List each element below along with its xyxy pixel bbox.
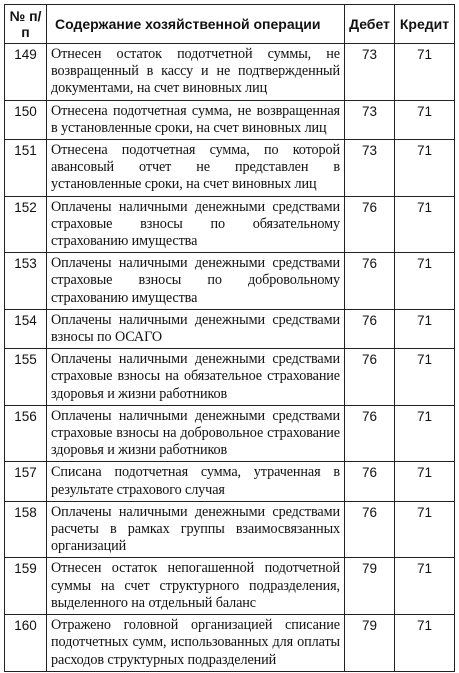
row-description: Оплачены наличными денежными средствами страховые взносы на добровольное страхование здоровья и жизни работников <box>47 405 345 462</box>
row-credit: 71 <box>395 140 455 197</box>
row-description: Отнесен остаток непогашенной подотчетной суммы на счет структурного подразделения, выделенного на отдельный баланс <box>47 558 345 615</box>
row-credit: 71 <box>395 558 455 615</box>
row-debit: 76 <box>345 253 395 310</box>
header-debit: Дебет <box>345 5 395 44</box>
row-debit: 76 <box>345 196 395 253</box>
row-credit: 71 <box>395 349 455 406</box>
row-description: Отнесена подотчетная сумма, по которой авансовый отчет не представлен в установленные сроки, на счет виновных лиц <box>47 140 345 197</box>
row-credit: 71 <box>395 615 455 672</box>
row-description: Оплачены наличными денежными средствами взносы по ОСАГО <box>47 309 345 348</box>
row-description: Отнесен остаток подотчетной суммы, не возвращенный в кассу и не подтвержденный документами, на счет виновных лиц <box>47 44 345 101</box>
row-number: 157 <box>5 462 47 501</box>
row-description: Оплачены наличными денежными средствами расчеты в рамках группы взаимосвязанных организаций <box>47 501 345 558</box>
row-debit: 76 <box>345 501 395 558</box>
row-description: Оплачены наличными денежными средствами страховые взносы по обязательному страхованию имущества <box>47 196 345 253</box>
row-credit: 71 <box>395 309 455 348</box>
row-debit: 73 <box>345 100 395 139</box>
table-row <box>5 349 455 406</box>
row-description: Списана подотчетная сумма, утраченная в результате страхового случая <box>47 462 345 501</box>
row-description: Отнесена подотчетная сумма, не возвращенная в установленные сроки, на счет виновных лиц <box>47 100 345 139</box>
row-debit: 76 <box>345 462 395 501</box>
header-row <box>5 5 455 44</box>
table-row <box>5 140 455 197</box>
row-description: Оплачены наличными денежными средствами страховые взносы по добровольному страхованию имущества <box>47 253 345 310</box>
row-credit: 71 <box>395 501 455 558</box>
row-number: 149 <box>5 44 47 101</box>
row-debit: 79 <box>345 615 395 672</box>
table-row <box>5 501 455 558</box>
table-row <box>5 405 455 462</box>
row-credit: 71 <box>395 462 455 501</box>
row-credit: 71 <box>395 100 455 139</box>
row-number: 152 <box>5 196 47 253</box>
row-credit: 71 <box>395 405 455 462</box>
table-row <box>5 196 455 253</box>
table-row <box>5 309 455 348</box>
row-number: 151 <box>5 140 47 197</box>
row-credit: 71 <box>395 44 455 101</box>
header-num: № п/п <box>5 5 47 44</box>
header-content: Содержание хозяйственной операции <box>47 5 345 44</box>
row-debit: 76 <box>345 349 395 406</box>
row-debit: 73 <box>345 140 395 197</box>
row-number: 153 <box>5 253 47 310</box>
row-debit: 79 <box>345 558 395 615</box>
row-number: 155 <box>5 349 47 406</box>
row-credit: 71 <box>395 196 455 253</box>
table-body <box>5 44 455 672</box>
row-number: 158 <box>5 501 47 558</box>
row-number: 150 <box>5 100 47 139</box>
row-description: Отражено головной организацией списание подотчетных сумм, использованных для оплаты расходов структурных подразделений <box>47 615 345 672</box>
table-header <box>5 5 455 44</box>
operations-table <box>4 4 455 672</box>
table-row <box>5 44 455 101</box>
row-debit: 76 <box>345 405 395 462</box>
row-debit: 73 <box>345 44 395 101</box>
row-description: Оплачены наличными денежными средствами страховые взносы на обязательное страхование здоровья и жизни работников <box>47 349 345 406</box>
row-credit: 71 <box>395 253 455 310</box>
table-row <box>5 253 455 310</box>
row-number: 159 <box>5 558 47 615</box>
row-number: 154 <box>5 309 47 348</box>
row-number: 156 <box>5 405 47 462</box>
table-row <box>5 615 455 672</box>
table-row <box>5 462 455 501</box>
header-credit: Кредит <box>395 5 455 44</box>
row-number: 160 <box>5 615 47 672</box>
table-row <box>5 558 455 615</box>
row-debit: 76 <box>345 309 395 348</box>
table-row <box>5 100 455 139</box>
